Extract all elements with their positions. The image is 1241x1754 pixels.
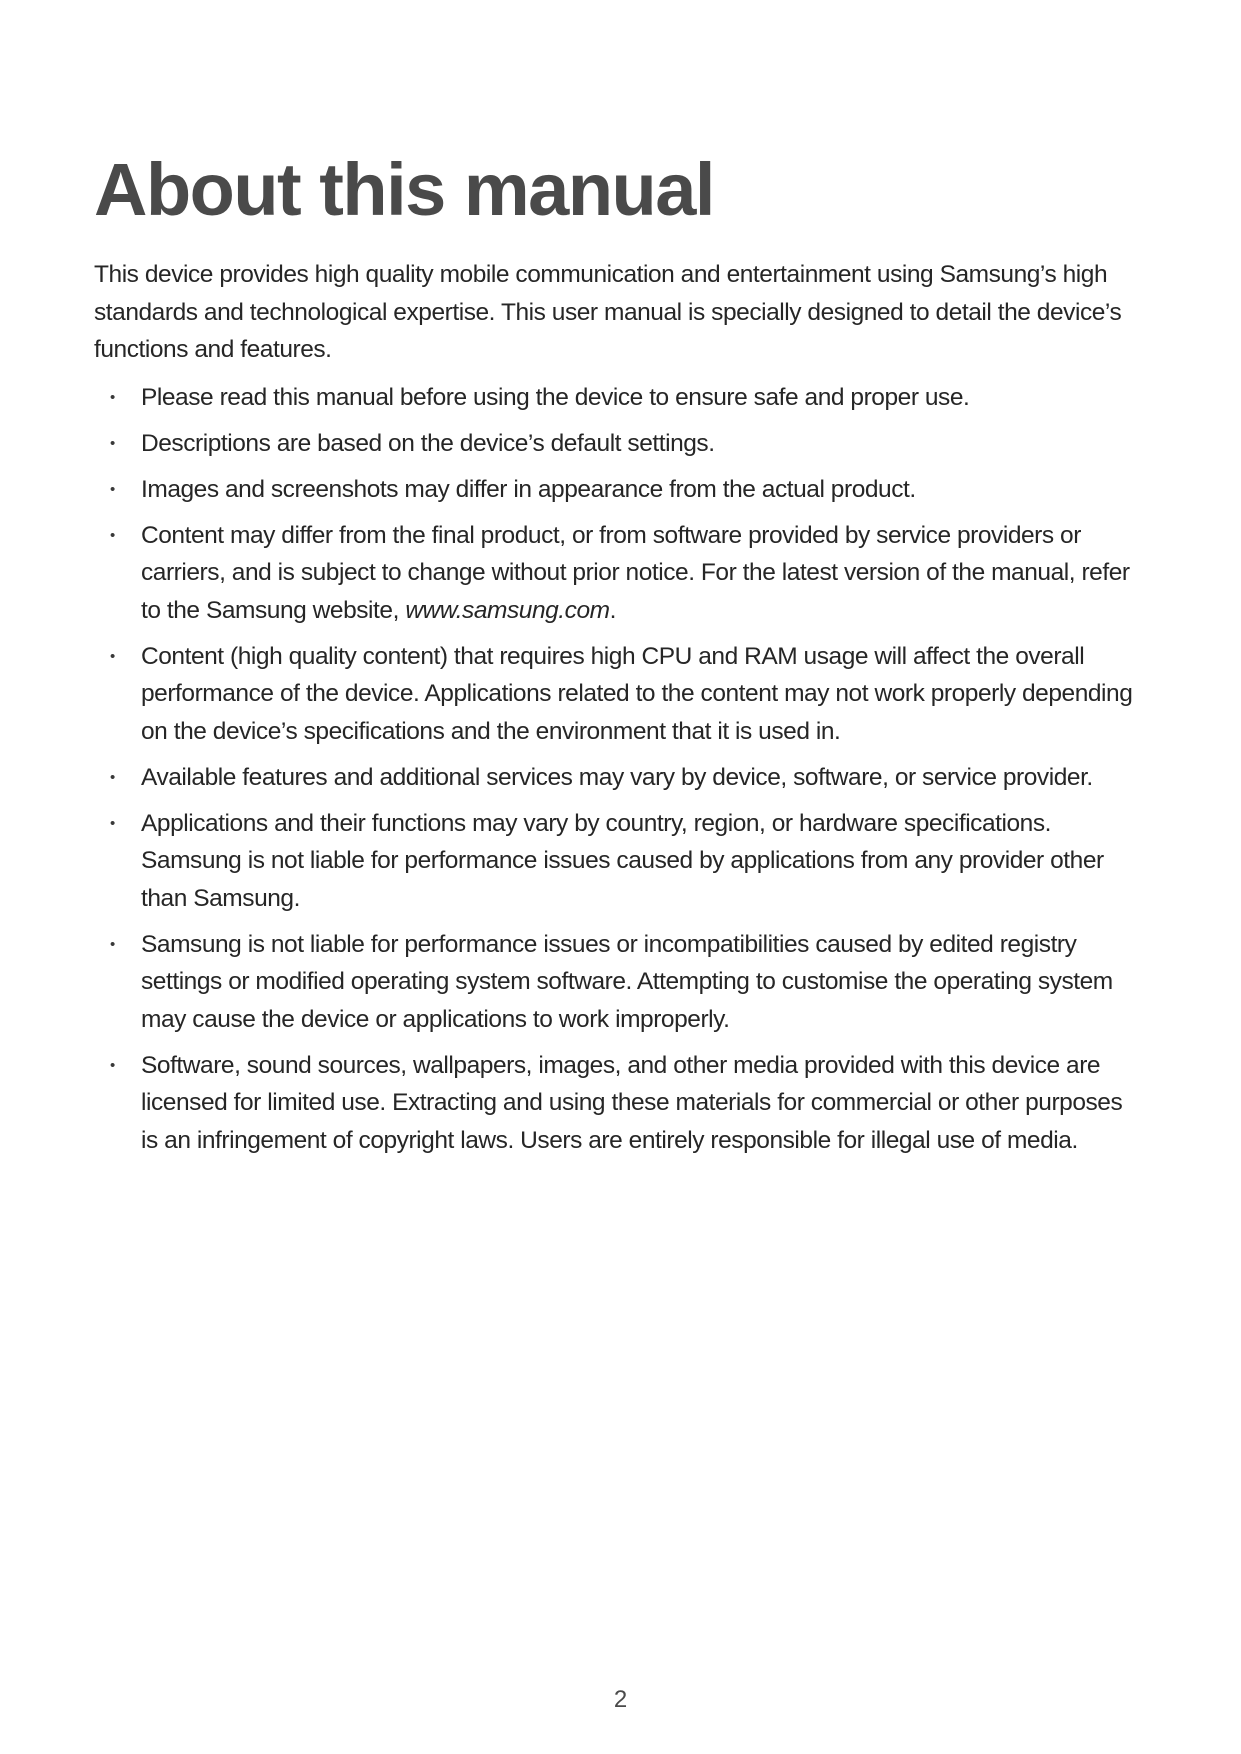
bullet-text: Samsung is not liable for performance issues or incompatibilities caused by edited registry settings or modified operating system software. Attempting to customise the operating system may cause the device or applications to work improperly.	[141, 930, 1113, 1033]
bullet-item	[94, 638, 1144, 751]
bullet-item	[94, 805, 1144, 918]
bullet-list	[94, 379, 1144, 1160]
page-number: 2	[613, 1686, 628, 1713]
bullet-text: Descriptions are based on the device’s default settings.	[141, 429, 715, 457]
page-title: About this manual	[94, 148, 714, 231]
bullet-icon: •	[110, 526, 115, 544]
bullet-text: Software, sound sources, wallpapers, images, and other media provided with this device are licensed for limited use. Extracting and using these materials for commercial or other purposes is an infringement of copyright laws. Users are entirely responsible for illegal use of media.	[141, 1051, 1123, 1154]
bullet-icon: •	[110, 1056, 115, 1074]
bullet-icon: •	[110, 434, 115, 452]
bullet-item	[94, 926, 1144, 1039]
bullet-icon: •	[110, 388, 115, 406]
bullet-text: Please read this manual before using the device to ensure safe and proper use.	[141, 383, 970, 411]
bullet-text: Content (high quality content) that requires high CPU and RAM usage will affect the overall performance of the device. Applications related to the content may not work properly depending on the device’s specifications and the environment that it is used in.	[141, 642, 1133, 745]
manual-content	[94, 256, 1144, 1168]
bullet-text: Available features and additional services may vary by device, software, or service provider.	[141, 763, 1093, 791]
bullet-icon: •	[110, 768, 115, 786]
bullet-item	[94, 1047, 1144, 1160]
bullet-text: Applications and their functions may vary by country, region, or hardware specifications. Samsung is not liable for performance issues caused by applications from any provider other than Samsung.	[141, 809, 1104, 912]
bullet-item	[94, 759, 1144, 797]
bullet-icon: •	[110, 935, 115, 953]
bullet-item	[94, 379, 1144, 417]
bullet-icon: •	[110, 480, 115, 498]
bullet-text-end: .	[609, 596, 616, 624]
bullet-item	[94, 471, 1144, 509]
bullet-icon: •	[110, 647, 115, 665]
intro-paragraph: This device provides high quality mobile communication and entertainment using Samsung’s high standards and technological expertise. This user manual is specially designed to detail the device’s functions and features.	[94, 261, 1122, 363]
bullet-item	[94, 425, 1144, 463]
bullet-item	[94, 517, 1144, 630]
bullet-text: Content may differ from the final product, or from software provided by service providers or carriers, and is subject to change without prior notice. For the latest version of the manual, refer to the Samsung website,	[141, 521, 1130, 624]
bullet-icon: •	[110, 814, 115, 832]
bullet-text: Images and screenshots may differ in appearance from the actual product.	[141, 475, 916, 503]
samsung-website-link[interactable]: www.samsung.com	[405, 596, 610, 624]
